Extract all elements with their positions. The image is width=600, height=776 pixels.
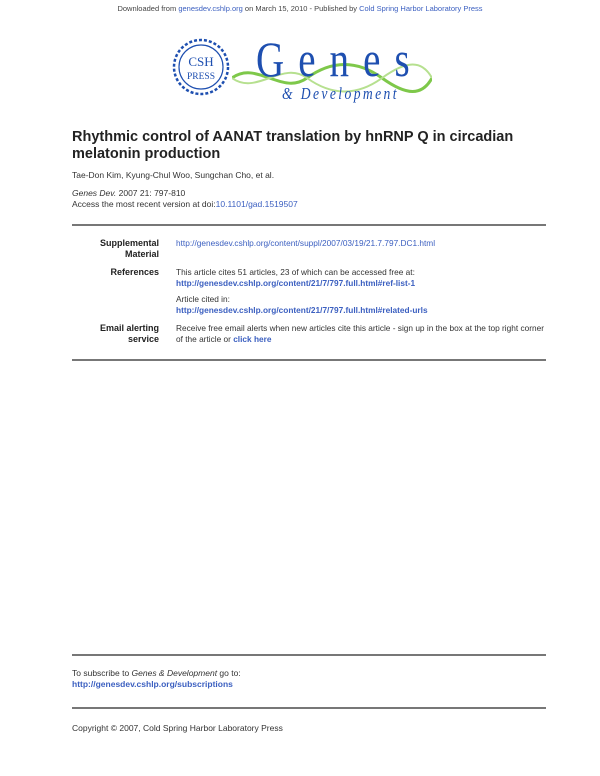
seal-text-bottom: PRESS xyxy=(187,72,215,82)
supplemental-label-line2: Material xyxy=(124,249,159,259)
references-body xyxy=(176,267,548,319)
citation-volume: 2007 21: 797-810 xyxy=(116,188,186,198)
email-alert-body xyxy=(176,323,548,344)
click-here-link[interactable]: click here xyxy=(233,333,272,344)
references-label: References xyxy=(110,267,159,277)
top-divider xyxy=(72,224,546,226)
download-prefix: Downloaded from xyxy=(117,4,179,13)
publisher-link[interactable]: Cold Spring Harbor Laboratory Press xyxy=(359,4,483,13)
footer-divider xyxy=(72,654,546,656)
article-citation xyxy=(72,188,298,210)
download-note xyxy=(0,4,600,13)
article-authors: Tae-Don Kim, Kyung-Chul Woo, Sungchan Cho, et al. xyxy=(72,170,275,180)
csh-press-seal-icon xyxy=(172,38,230,96)
logo-subword: & Development xyxy=(282,84,399,103)
cited-in-text: Article cited in: xyxy=(176,294,230,304)
email-alert-label xyxy=(72,323,159,345)
subscribe-suffix: go to: xyxy=(217,668,241,678)
subscribe-prefix: To subscribe to xyxy=(72,668,132,678)
references-url[interactable]: http://genesdev.cshlp.org/content/21/7/797.full.html#ref-list-1 xyxy=(176,277,416,288)
cited-in-url[interactable]: http://genesdev.cshlp.org/content/21/7/797.full.html#related-urls xyxy=(176,304,428,315)
info-bottom-divider xyxy=(72,359,546,361)
references-text: This article cites 51 articles, 23 of which can be accessed free at: xyxy=(176,267,415,277)
seal-text-top: CSH xyxy=(188,54,214,69)
journal-logo[interactable] xyxy=(172,31,442,112)
copyright-divider xyxy=(72,707,546,709)
supplemental-label xyxy=(72,238,159,260)
subscribe-journal: Genes & Development xyxy=(131,668,218,678)
download-middle: on March 15, 2010 - Published by xyxy=(242,4,360,13)
supplemental-body xyxy=(176,238,548,249)
article-title: Rhythmic control of AANAT translation by hnRNP Q in circadian melatonin production xyxy=(72,129,514,162)
email-label-line2: service xyxy=(127,334,159,344)
subscribe-block xyxy=(72,668,241,690)
email-label-line1: Email alerting xyxy=(99,323,159,333)
supplemental-url[interactable]: http://genesdev.cshlp.org/content/suppl/2007/03/19/21.7.797.DC1.html xyxy=(176,238,436,248)
copyright: Copyright © 2007, Cold Spring Harbor Laboratory Press xyxy=(72,723,283,733)
supplemental-label-line1: Supplemental xyxy=(99,238,159,248)
site-link[interactable]: genesdev.cshlp.org xyxy=(178,4,243,13)
email-alert-text: Receive free email alerts when new articles cite this article - sign up in the box at the top right corner of the article or xyxy=(176,323,545,344)
subscribe-url[interactable]: http://genesdev.cshlp.org/subscriptions xyxy=(72,679,233,689)
doi-link[interactable]: 10.1101/gad.1519507 xyxy=(215,199,298,209)
citation-journal: Genes Dev. xyxy=(72,188,117,198)
logo-wordmark: Genes xyxy=(256,31,424,87)
access-prefix: Access the most recent version at doi: xyxy=(72,199,216,209)
